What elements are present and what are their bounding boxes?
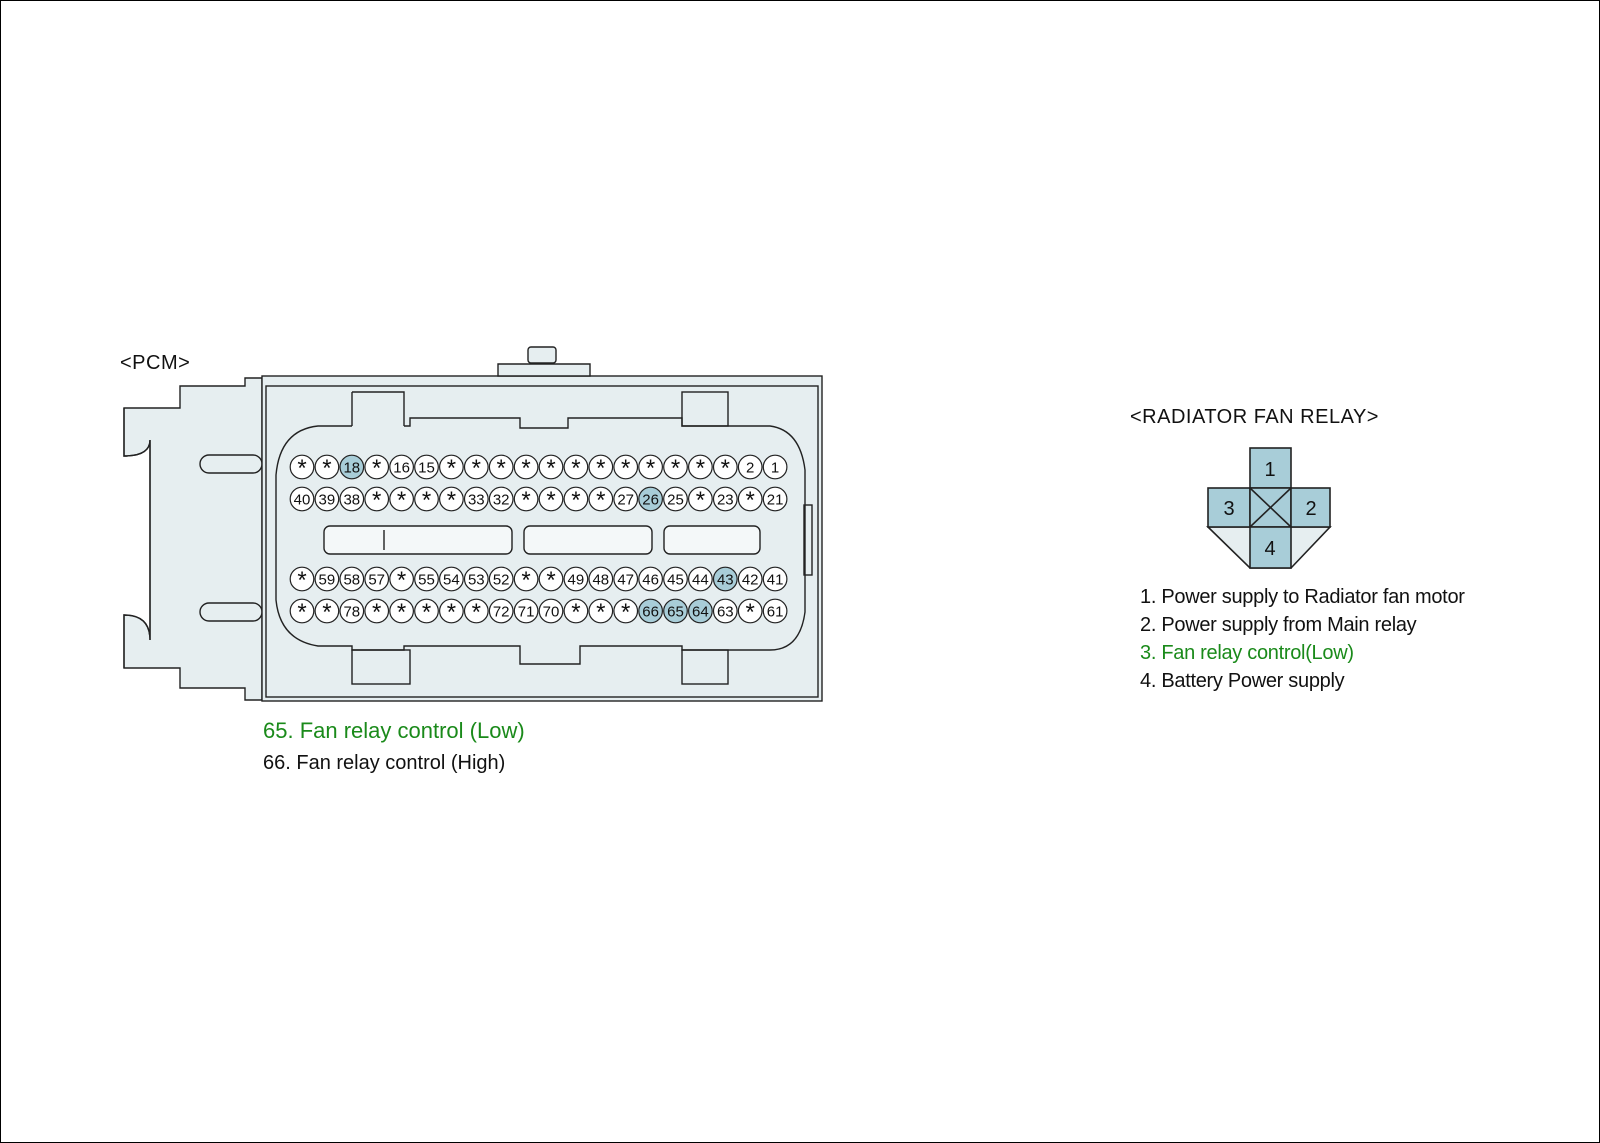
pcm-pin-label-47: 47 [617,571,635,589]
pcm-pin-label-46: 46 [642,571,659,589]
relay-legend-1: 1. Power supply to Radiator fan motor [1140,586,1465,608]
pcm-pin-label-49: 49 [567,571,585,589]
pcm-pin-label-16: 16 [393,459,410,477]
pcm-pin-unused-mark: * [297,455,307,482]
pcm-key-slot-1 [324,526,512,554]
pcm-pin-label-59: 59 [318,571,336,589]
pcm-title: <PCM> [120,352,191,374]
pcm-pin-unused-mark: * [521,487,531,514]
pcm-pin-unused-mark: * [521,567,531,594]
pcm-pin-unused-mark: * [596,487,606,514]
relay-title: <RADIATOR FAN RELAY> [1130,406,1379,428]
pcm-pin-unused-mark: * [571,599,581,626]
relay-pin-4-label: 4 [1264,538,1276,560]
pcm-key-slot-3 [664,526,760,554]
pcm-pin-label-38: 38 [343,491,361,509]
pcm-legend-66: 66. Fan relay control (High) [263,752,506,774]
pcm-pin-unused-mark: * [372,487,382,514]
pcm-pin-label-26: 26 [642,491,659,509]
pcm-pin-unused-mark: * [421,487,432,514]
pcm-pin-label-21: 21 [766,491,784,509]
pcm-pin-label-32: 32 [492,491,510,509]
pcm-pin-unused-mark: * [322,599,332,626]
pcm-pin-label-2: 2 [746,459,755,477]
pcm-pin-unused-mark: * [745,599,755,626]
pcm-pin-label-63: 63 [716,603,734,621]
pcm-pin-unused-mark: * [372,455,382,482]
relay-pin-3-label: 3 [1223,498,1235,520]
pcm-pin-unused-mark: * [396,599,407,626]
pcm-pin-unused-mark: * [695,455,706,482]
pcm-pin-unused-mark: * [446,487,457,514]
pcm-pin-label-65: 65 [667,603,684,621]
pcm-pin-unused-mark: * [645,455,656,482]
pcm-pin-label-43: 43 [716,571,734,589]
pcm-connector [124,347,822,701]
pcm-pin-unused-mark: * [720,455,730,482]
pcm-pin-label-48: 48 [592,571,610,589]
pcm-pin-label-33: 33 [467,491,485,509]
pcm-pin-label-45: 45 [667,571,684,589]
pcm-pin-unused-mark: * [596,455,606,482]
pcm-pin-label-53: 53 [467,571,485,589]
pcm-pin-unused-mark: * [546,487,556,514]
pcm-pin-unused-mark: * [596,599,606,626]
pcm-pin-unused-mark: * [446,455,457,482]
pcm-key-slot-2 [524,526,652,554]
pcm-pin-label-1: 1 [770,459,780,477]
pcm-pin-label-61: 61 [766,603,784,621]
pcm-pin-label-57: 57 [368,571,386,589]
pcm-pin-unused-mark: * [621,455,631,482]
pcm-pin-label-58: 58 [343,571,361,589]
pcm-pin-label-70: 70 [542,603,560,621]
pcm-pin-unused-mark: * [745,487,755,514]
pcm-pin-label-66: 66 [642,603,659,621]
pcm-pin-unused-mark: * [446,599,457,626]
pcm-pin-unused-mark: * [695,487,706,514]
pcm-pin-unused-mark: * [571,455,581,482]
pcm-pin-unused-mark: * [521,455,531,482]
pcm-legend-65: 65. Fan relay control (Low) [263,718,525,743]
pcm-pin-label-23: 23 [716,491,734,509]
relay-legend-3: 3. Fan relay control(Low) [1140,642,1354,664]
pcm-top-latch-base [498,364,590,376]
pcm-tab-upper [200,455,262,473]
relay-pin-2-label: 2 [1305,498,1317,520]
pcm-pin-label-44: 44 [692,571,709,589]
pcm-pin-unused-mark: * [396,487,407,514]
pcm-pin-label-64: 64 [692,603,709,621]
pcm-pin-label-72: 72 [492,603,510,621]
pcm-pin-unused-mark: * [471,599,481,626]
pcm-pin-label-41: 41 [766,571,784,589]
pcm-pin-unused-mark: * [322,455,332,482]
pcm-pin-unused-mark: * [297,567,307,594]
pcm-pin-label-25: 25 [667,491,684,509]
pcm-pin-unused-mark: * [421,599,432,626]
pcm-pin-label-18: 18 [343,459,361,477]
pcm-pin-label-55: 55 [418,571,435,589]
pcm-pin-label-54: 54 [443,571,460,589]
pcm-pin-unused-mark: * [621,599,631,626]
relay-legend-2: 2. Power supply from Main relay [1140,614,1417,636]
pcm-pin-unused-mark: * [396,567,407,594]
pcm-pin-label-27: 27 [617,491,635,509]
pcm-pin-unused-mark: * [546,567,556,594]
pcm-pin-unused-mark: * [571,487,581,514]
pcm-pin-unused-mark: * [496,455,506,482]
pcm-top-latch [528,347,556,363]
pcm-pin-unused-mark: * [297,599,307,626]
pcm-pin-unused-mark: * [372,599,382,626]
pcm-tab-lower [200,603,262,621]
pcm-pin-unused-mark: * [546,455,556,482]
pcm-pin-unused-mark: * [471,455,481,482]
pcm-pin-label-78: 78 [343,603,361,621]
pcm-left-flange [124,378,262,700]
pcm-pin-label-52: 52 [492,571,510,589]
pcm-pin-label-42: 42 [741,571,759,589]
pcm-pin-unused-mark: * [670,455,681,482]
pcm-pin-label-71: 71 [517,603,535,621]
relay-pin-1-label: 1 [1264,459,1276,481]
pcm-pin-label-39: 39 [318,491,336,509]
pcm-pin-label-40: 40 [293,491,311,509]
pcm-pin-label-15: 15 [418,459,435,477]
relay-legend-4: 4. Battery Power supply [1140,670,1345,692]
